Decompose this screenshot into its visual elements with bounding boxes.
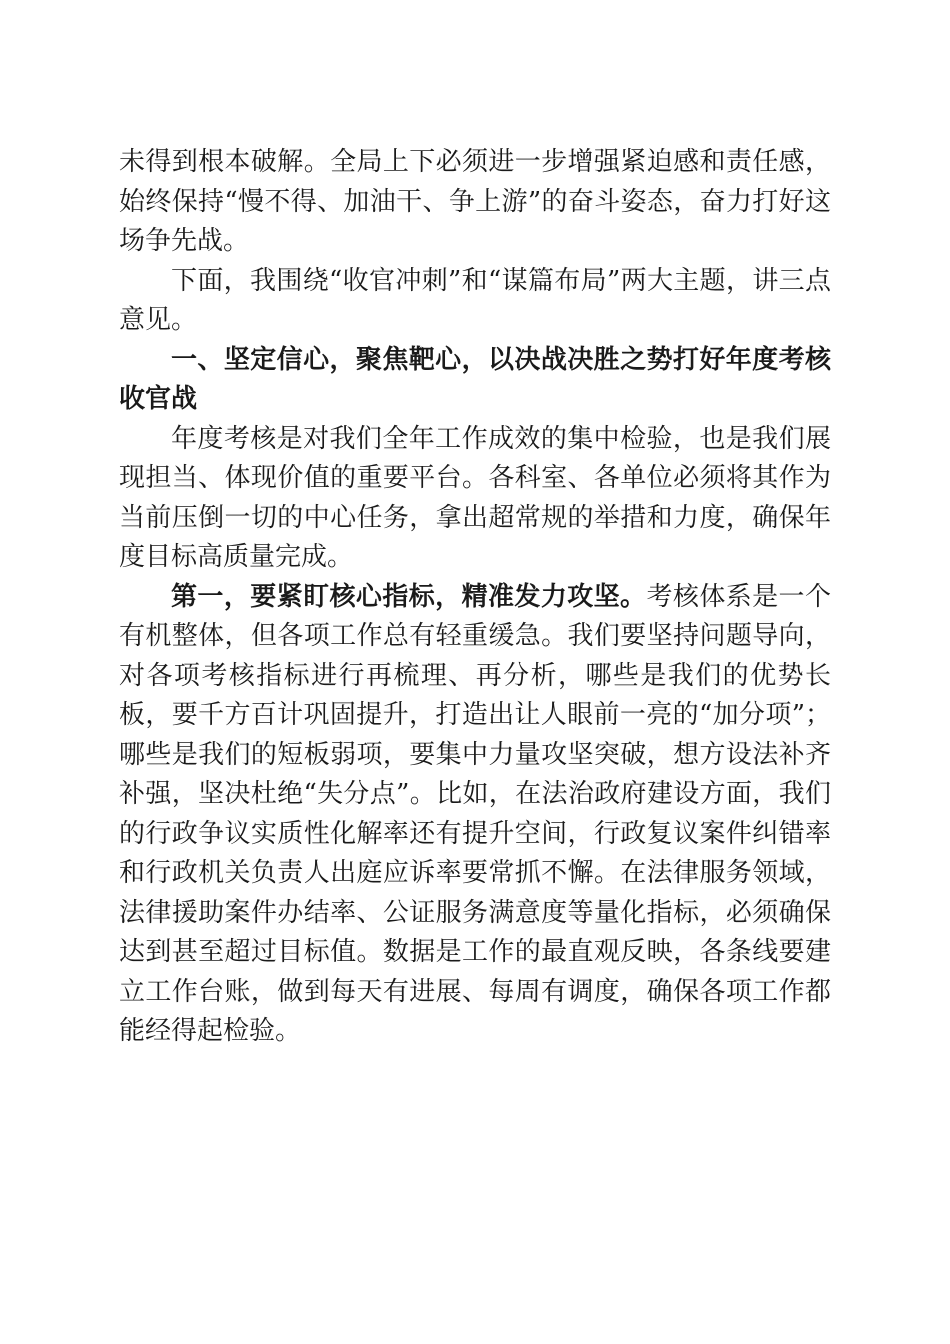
point-paragraph: [119, 578, 831, 1052]
document-page: [119, 143, 831, 1052]
point-body: 考核体系是一个有机整体，但各项工作总有轻重缓急。我们要坚持问题导向，对各项考核指标进行再梳理、再分析，哪些是我们的优势长板，要千方百计巩固提升，打造出让人眼前一亮的“加分项”；哪些是我们的短板弱项，要集中力量攻坚突破，想方设法补齐补强，坚决杜绝“失分点”。比如，在法治政府建设方面，我们的行政争议实质性化解率还有提升空间，行政复议案件纠错率和行政机关负责人出庭应诉率要常抓不懈。在法律服务领域，法律援助案件办结率、公证服务满意度等量化指标，必须确保达到甚至超过目标值。数据是工作的最直观反映，各条线要建立工作台账，做到每天有进展、每周有调度，确保各项工作都能经得起检验。: [119, 581, 831, 1046]
point-lead: 第一，要紧盯核心指标，精准发力攻坚。: [171, 581, 647, 612]
intro-paragraph: 下面，我围绕“收官冲刺”和“谋篇布局”两大主题，讲三点意见。: [119, 265, 831, 335]
section-heading: 一、坚定信心，聚焦靶心，以决战决胜之势打好年度考核收官战: [119, 344, 831, 414]
continuation-paragraph: 未得到根本破解。全局上下必须进一步增强紧迫感和责任感，始终保持“慢不得、加油干、争上游”的奋斗姿态，奋力打好这场争先战。: [119, 147, 831, 256]
section-body-paragraph: 年度考核是对我们全年工作成效的集中检验，也是我们展现担当、体现价值的重要平台。各科室、各单位必须将其作为当前压倒一切的中心任务，拿出超常规的举措和力度，确保年度目标高质量完成。: [119, 423, 831, 572]
